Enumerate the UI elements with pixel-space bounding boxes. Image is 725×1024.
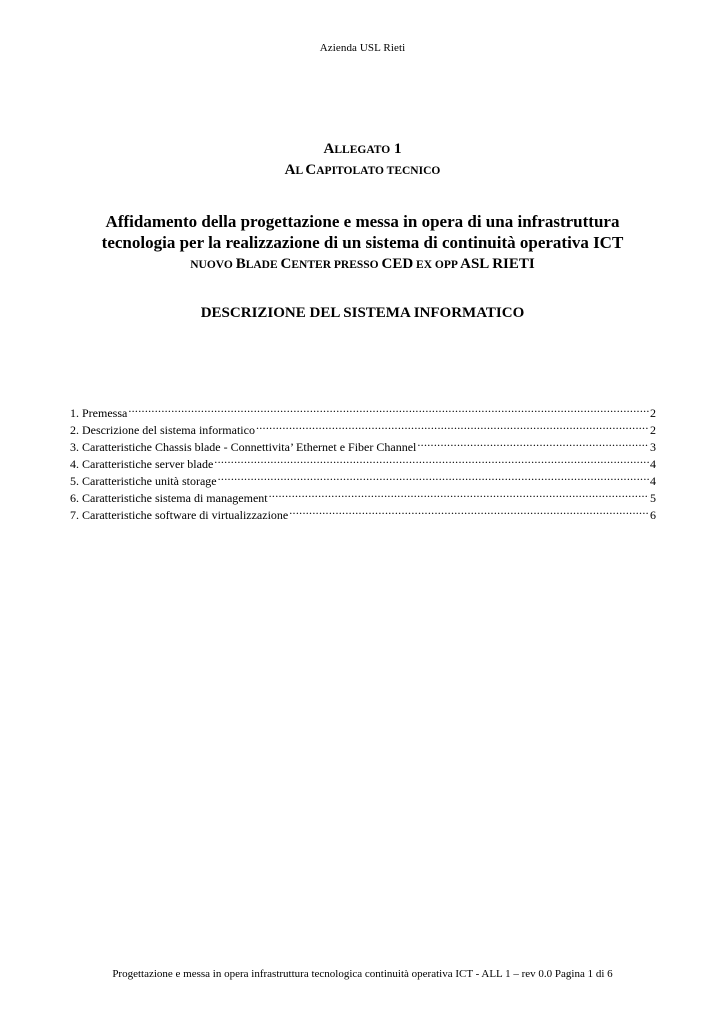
toc-entry[interactable]	[70, 417, 656, 437]
toc-leader-dots	[289, 502, 649, 519]
toc-leader-dots	[256, 417, 649, 434]
toc-entry-label: 3. Caratteristiche Chassis blade - Connettivita’ Ethernet e Fiber Channel	[70, 440, 417, 454]
page-header: Azienda USL Rieti	[319, 42, 406, 54]
subtitle: NUOVO BLADE CENTER PRESSO CED EX OPP ASL RIETI	[190, 256, 535, 272]
toc-leader-dots	[128, 400, 649, 417]
toc-entry-label: 1. Premessa	[70, 406, 128, 420]
toc-entry-page: 5	[650, 491, 656, 505]
toc-leader-dots	[417, 434, 649, 451]
toc-entry-label: 7. Caratteristiche software di virtualizzazione	[70, 508, 289, 522]
toc-entry-page: 3	[650, 440, 656, 454]
table-of-contents	[70, 400, 656, 522]
toc-entry-page: 6	[650, 508, 656, 522]
toc-entry-label: 6. Caratteristiche sistema di management	[70, 491, 268, 505]
page-footer: Progettazione e messa in opera infrastruttura tecnologica continuità operativa ICT - ALL 1 – rev 0.0 Pagina 1 di 6	[112, 968, 613, 980]
section-heading: DESCRIZIONE DEL SISTEMA INFORMATICO	[200, 305, 525, 321]
toc-entry[interactable]	[70, 400, 656, 420]
toc-leader-dots	[218, 468, 649, 485]
main-title-line-1: Affidamento della progettazione e messa in opera di una infrastruttura	[105, 212, 620, 231]
toc-entry-label: 5. Caratteristiche unità storage	[70, 474, 217, 488]
toc-entry-page: 4	[650, 474, 656, 488]
title-block	[60, 139, 665, 323]
toc-leader-dots	[214, 451, 649, 468]
toc-entry-label: 4. Caratteristiche server blade	[70, 457, 214, 471]
toc-entry-page: 4	[650, 457, 656, 471]
toc-entry-label: 2. Descrizione del sistema informatico	[70, 423, 255, 437]
main-title	[60, 211, 665, 253]
toc-leader-dots	[269, 485, 649, 502]
capitolato-heading: AL CAPITOLATO TECNICO	[284, 162, 441, 178]
allegato-heading: ALLEGATO 1	[323, 141, 402, 157]
main-title-line-2: tecnologia per la realizzazione di un sistema di continuità operativa ICT	[101, 233, 624, 252]
toc-entry-page: 2	[650, 406, 656, 420]
toc-entry-page: 2	[650, 423, 656, 437]
